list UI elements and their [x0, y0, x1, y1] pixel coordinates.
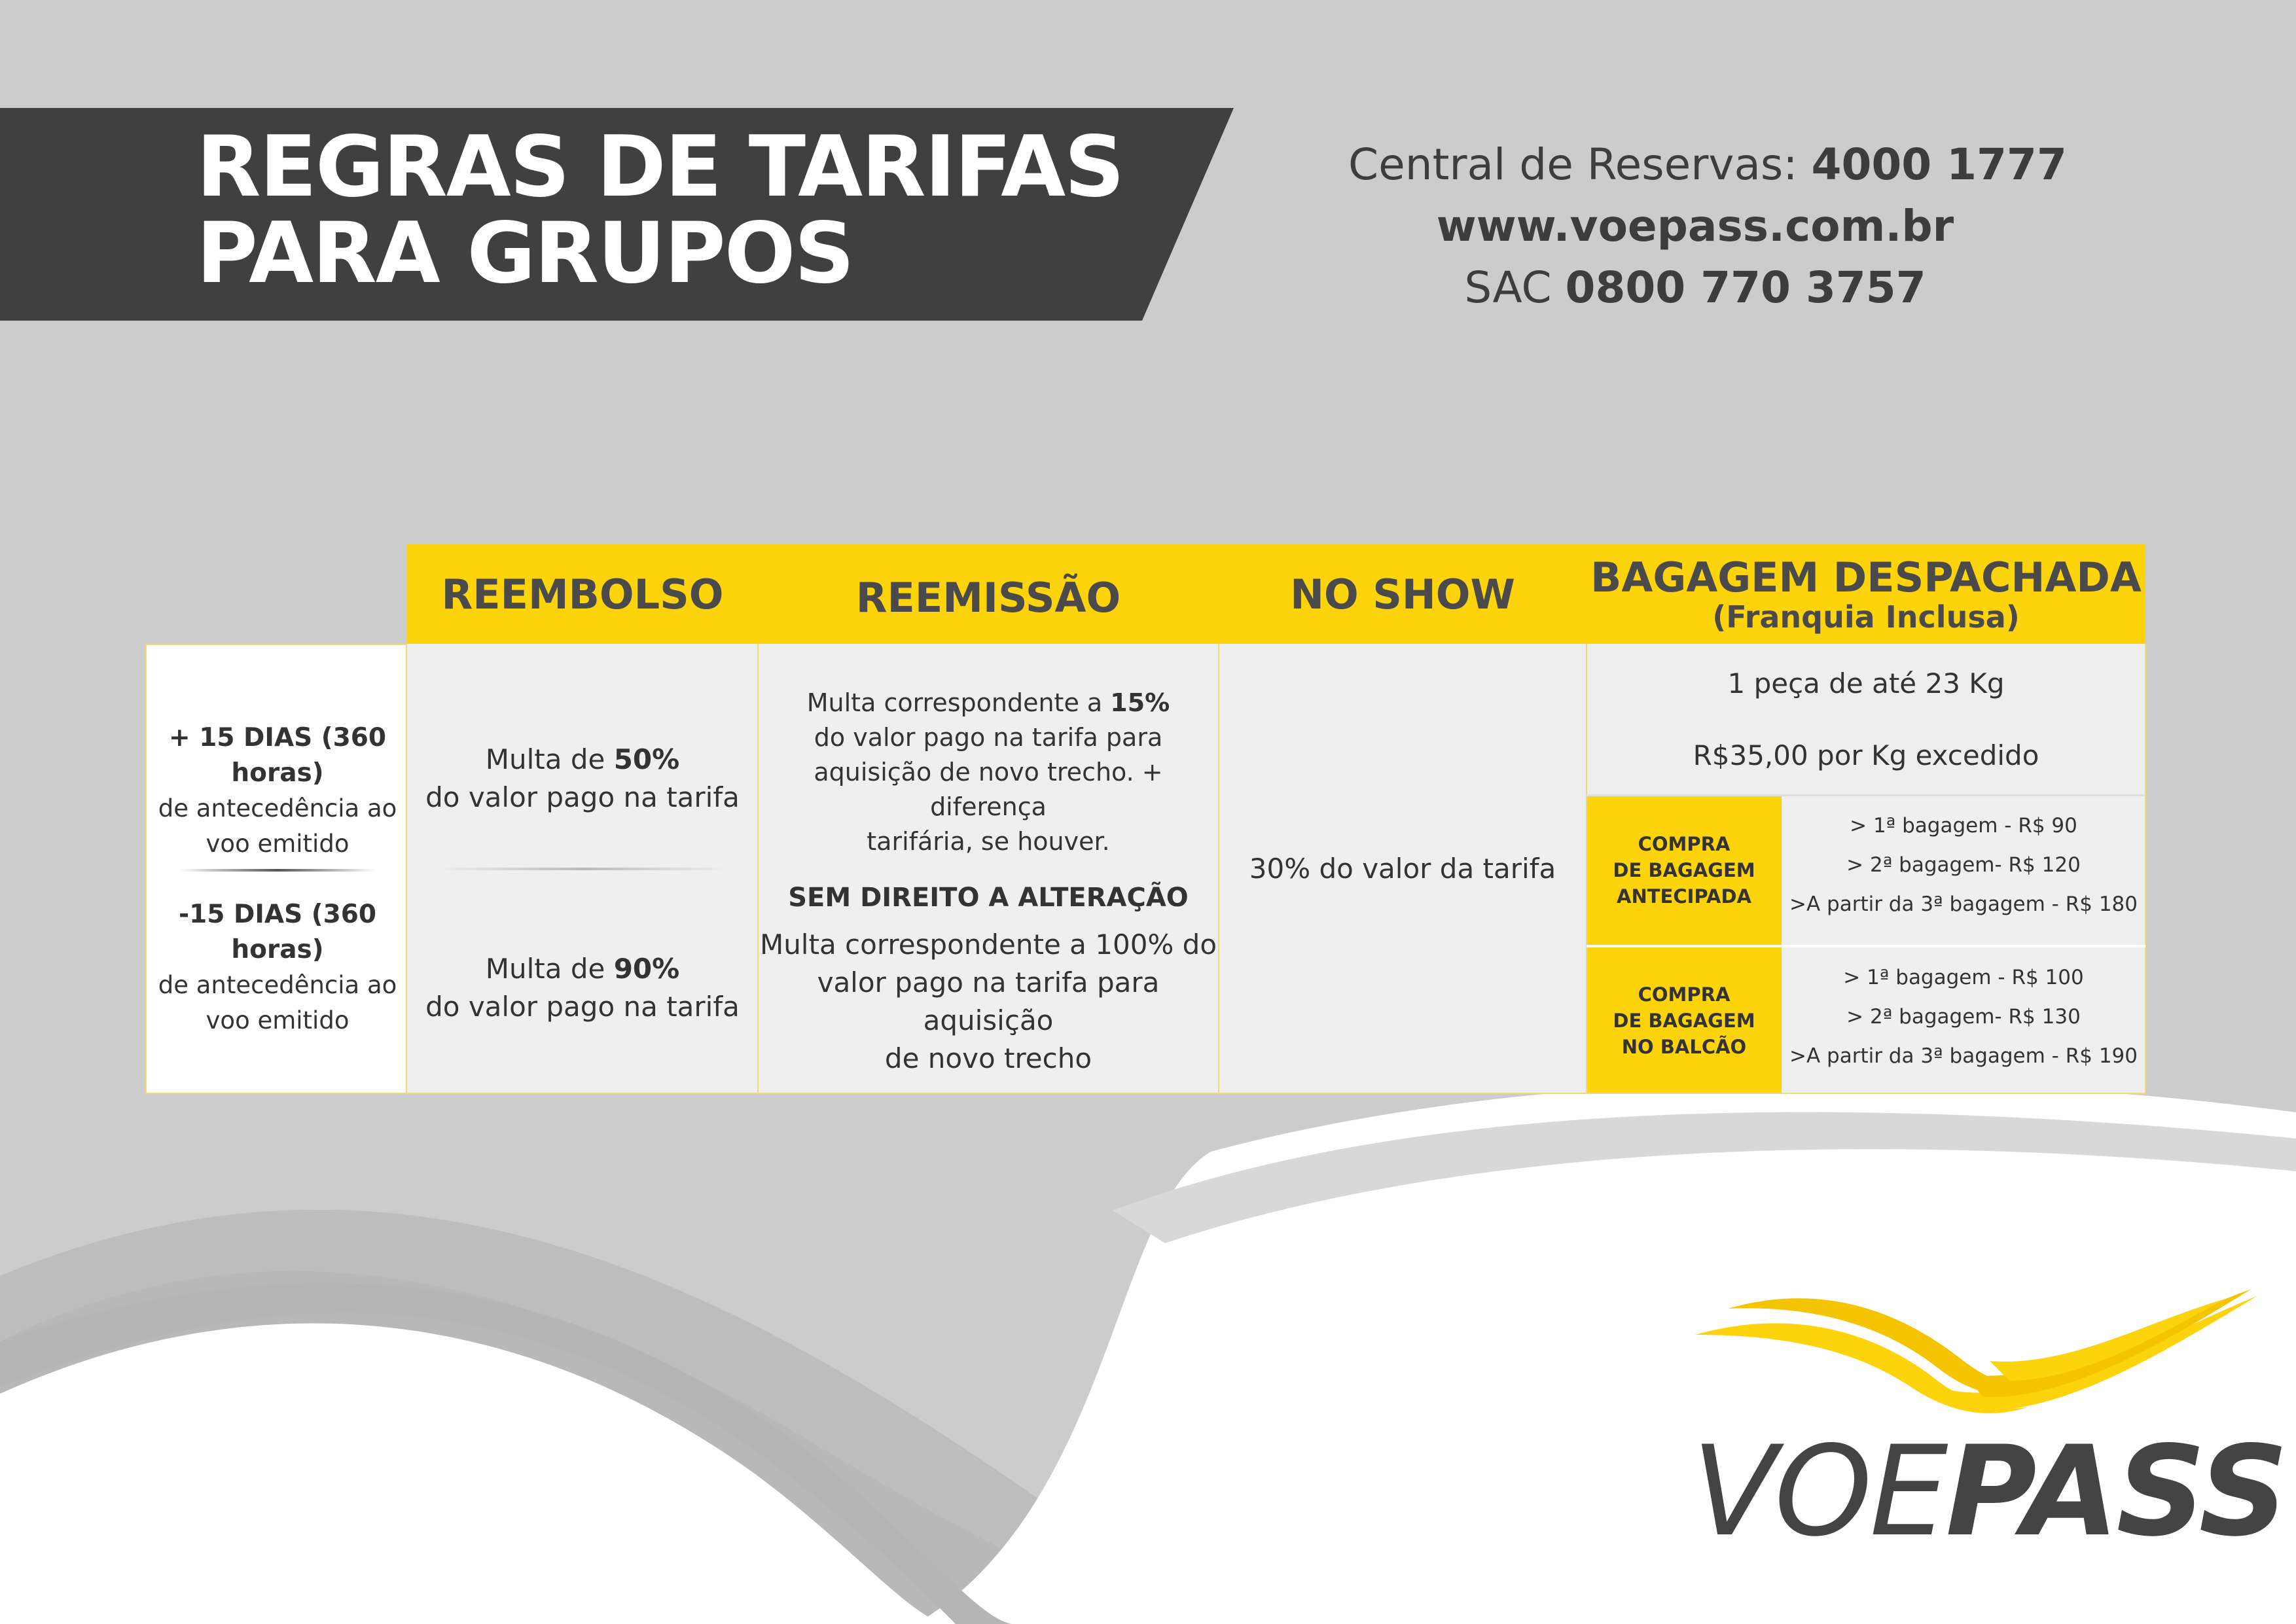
- page-title: [196, 118, 1124, 302]
- no-show-cell: 30% do valor da tarifa: [1219, 644, 1587, 1094]
- reemissao-row-1: Multa correspondente a 15% do valor pago na tarifa para aquisição de novo trecho. + diferença tarifária, se houver.: [806, 688, 1170, 856]
- reservas-number: 4000 1777: [1811, 139, 2067, 190]
- bagagem-franquia-cell: 1 peça de até 23 Kg R$35,00 por Kg excedido: [1587, 644, 2145, 796]
- header-no-show: NO SHOW: [1219, 544, 1587, 644]
- reemissao-row-2: SEM DIREITO A ALTERAÇÃO Multa correspondente a 100% do valor pago na tarifa para aquisição de novo trecho: [758, 893, 1219, 1063]
- balcao-price-list: > 1ª bagagem - R$ 100 > 2ª bagagem- R$ 130 >A partir da 3ª bagagem - R$ 190: [1789, 966, 2138, 1068]
- row-labels: [145, 644, 407, 1094]
- reservas-line: [1348, 134, 2067, 196]
- row-label-1: + 15 DIAS (360 horas) de antecedência ao voo emitido: [158, 723, 397, 858]
- reservas-label: Central de Reservas:: [1348, 139, 1812, 190]
- sac-number: 0800 770 3757: [1565, 262, 1926, 313]
- grid-line: [407, 1093, 2145, 1094]
- logo-voe: VOE: [1692, 1419, 1946, 1564]
- grid-line: [1218, 644, 1219, 1094]
- compra-antecipada-label: COMPRA DE BAGAGEM ANTECIPADA: [1587, 796, 1782, 945]
- sac-label: SAC: [1464, 262, 1566, 313]
- compra-balcao-label: COMPRA DE BAGAGEM NO BALCÃO: [1587, 947, 1782, 1094]
- grid-line: [1587, 945, 2145, 947]
- voepass-logo-text: [1692, 1419, 2286, 1564]
- header-bagagem: [1587, 544, 2145, 644]
- grid-line: [757, 644, 759, 1094]
- header-reembolso: REEMBOLSO: [407, 544, 758, 644]
- row-label-2: -15 DIAS (360 horas) de antecedência ao voo emitido: [158, 900, 397, 1034]
- title-line-2: PARA GRUPOS: [196, 205, 853, 302]
- antecipada-price-list: > 1ª bagagem - R$ 90 > 2ª bagagem- R$ 120 >A partir da 3ª bagagem - R$ 180: [1789, 814, 2138, 916]
- header-bagagem-title: BAGAGEM DESPACHADA: [1590, 554, 2142, 601]
- website: www.voepass.com.br: [1436, 201, 1954, 251]
- logo-pass: PASS: [1945, 1419, 2286, 1564]
- reembolso-separator: [439, 868, 726, 870]
- website-line: [1348, 196, 2042, 257]
- row-label-separator: [179, 869, 376, 872]
- grid-line: [1587, 794, 2145, 796]
- title-line-1: REGRAS DE TARIFAS: [196, 118, 1124, 216]
- reembolso-row-2: Multa de 90% do valor pago na tarifa: [425, 953, 740, 1023]
- reembolso-row-1: Multa de 50% do valor pago na tarifa: [425, 743, 740, 813]
- contact-info: [1348, 134, 2067, 319]
- sem-direito-title: SEM DIREITO A ALTERAÇÃO: [788, 883, 1189, 913]
- header-reemissao: REEMISSÃO: [758, 544, 1219, 644]
- grid-line: [1586, 644, 1587, 1094]
- sac-line: [1348, 257, 2042, 319]
- voepass-wings-logo-icon: [1689, 1282, 2265, 1439]
- header-bagagem-subtitle: (Franquia Inclusa): [1712, 599, 2020, 635]
- grid-line: [2145, 644, 2146, 1094]
